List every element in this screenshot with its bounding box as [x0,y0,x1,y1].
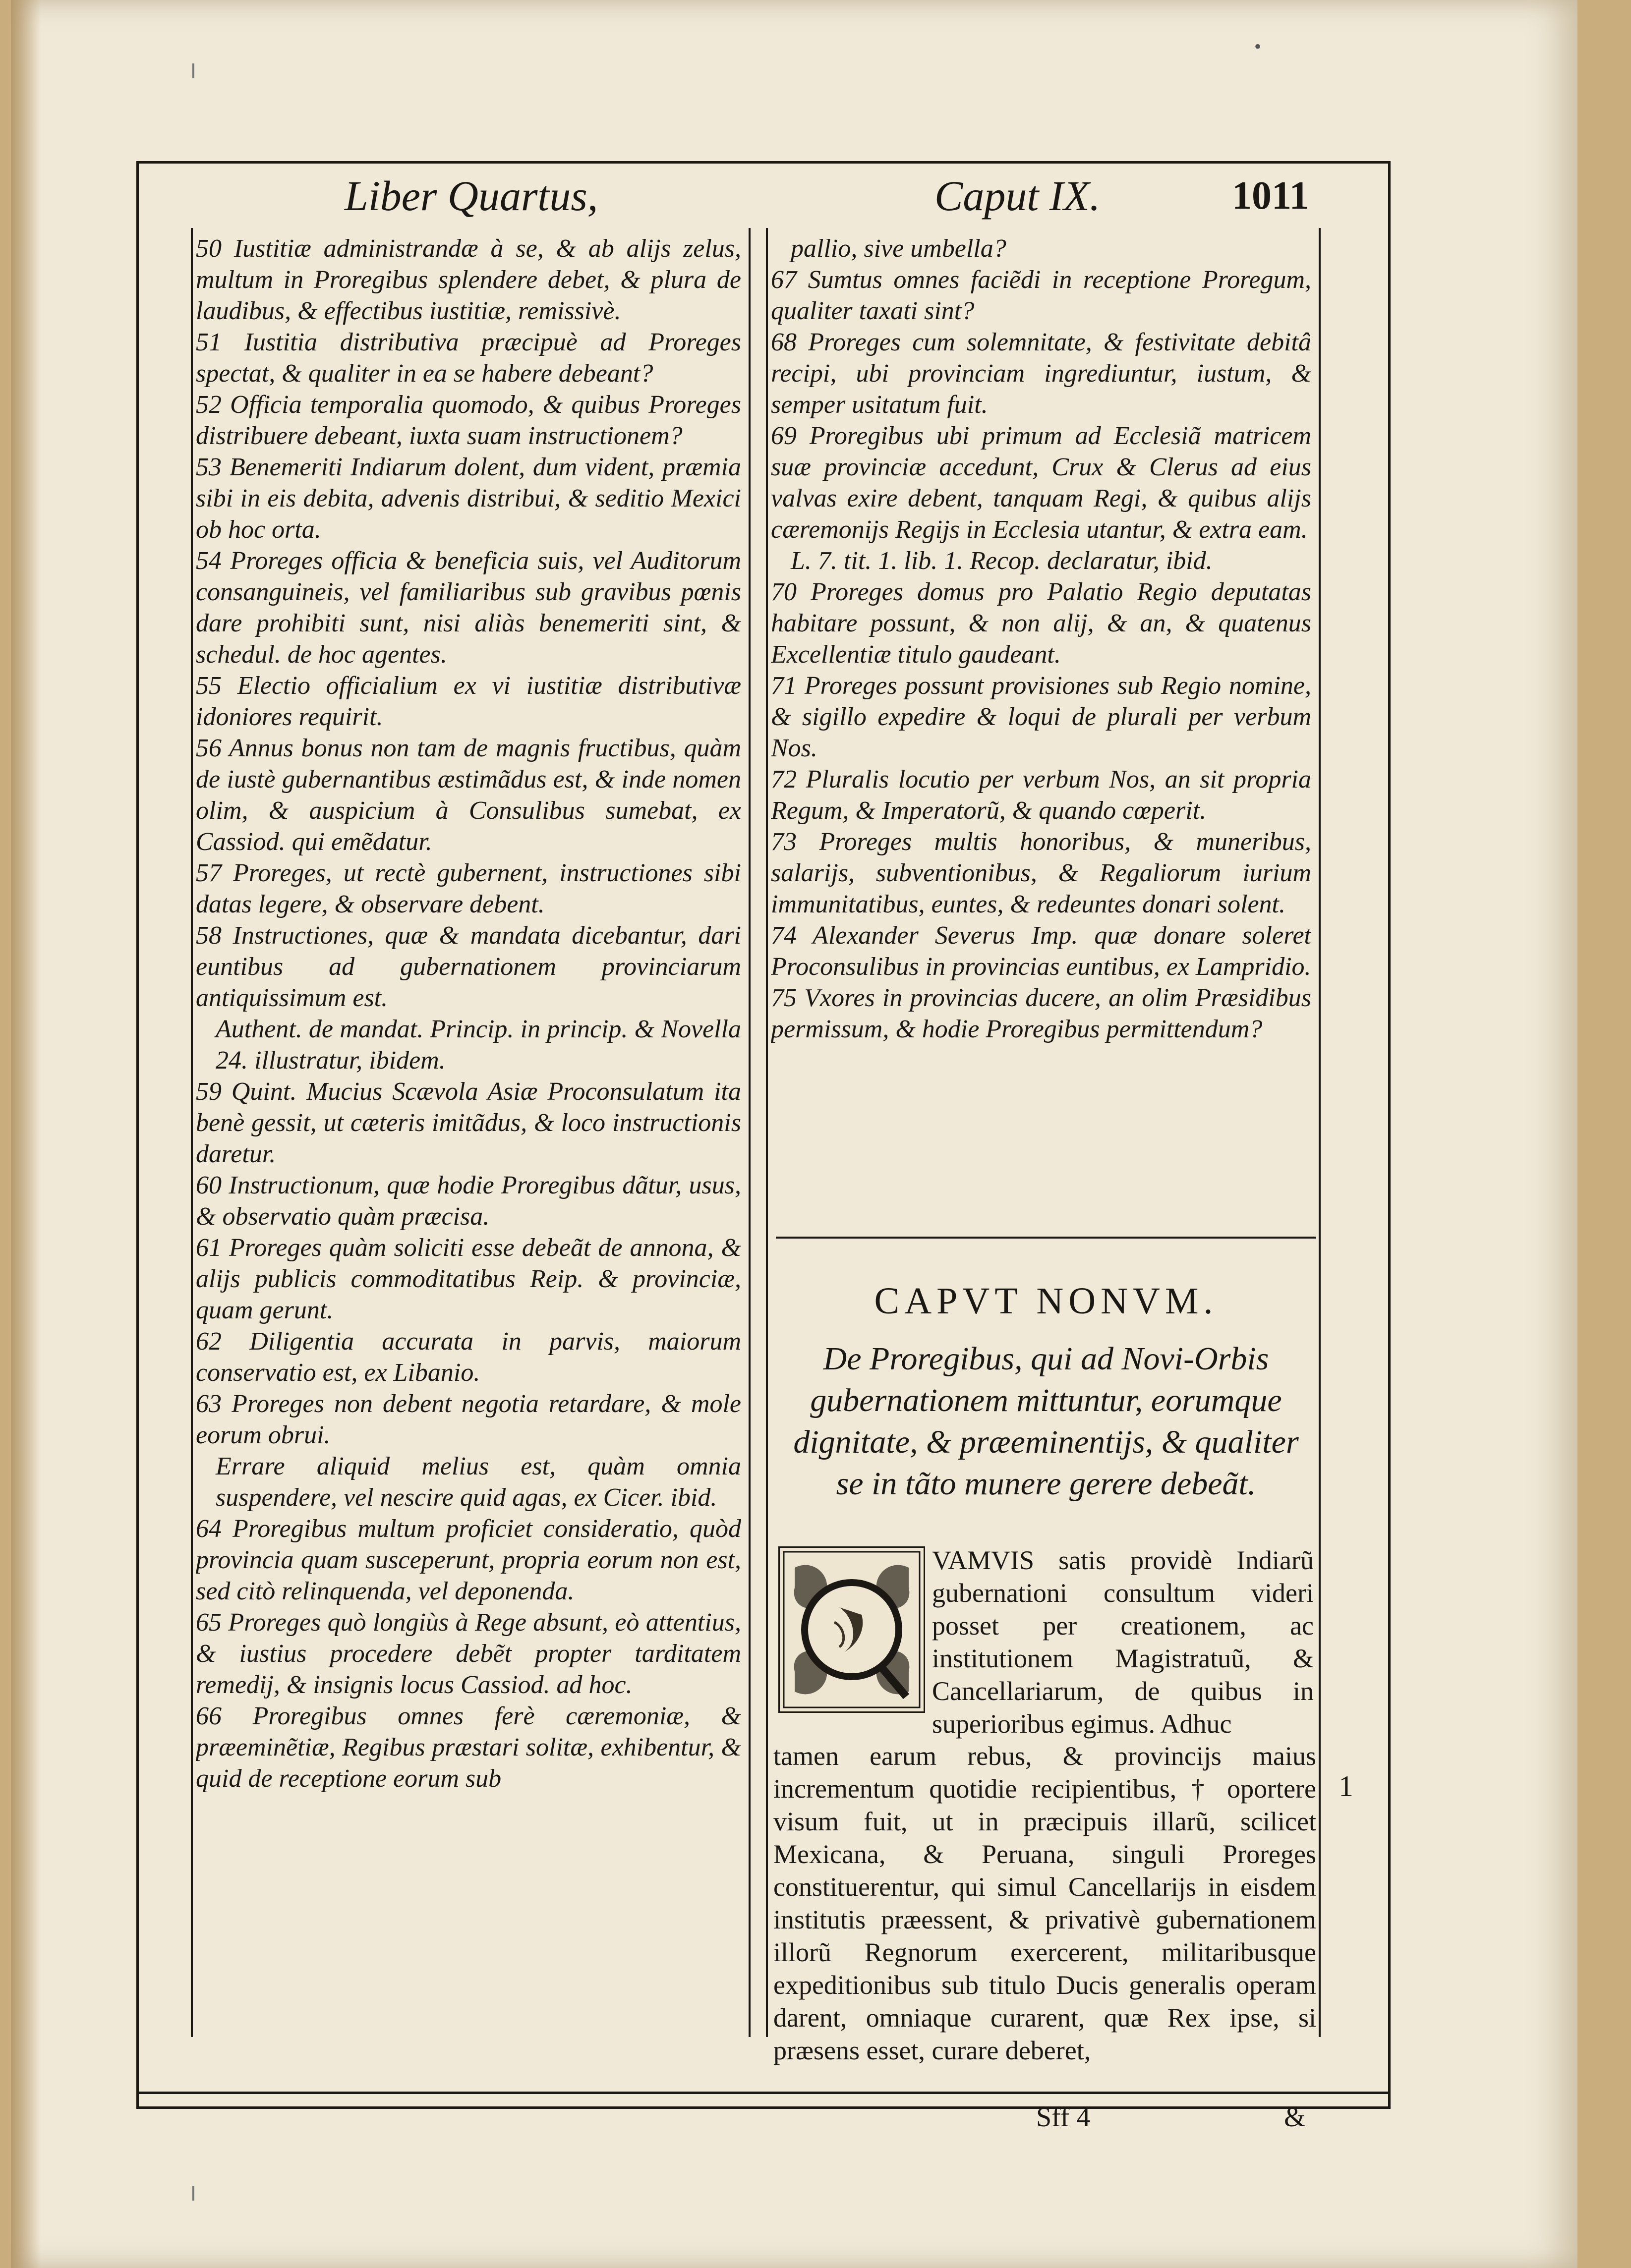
entry-text: Alexander Severus Imp. quæ donare soleret Proconsulibus in provincias euntibus, ex Lampridio. [771,921,1311,981]
entry-number: 75 [771,984,797,1012]
entry-text: Sumtus omnes faciẽdi in receptione Proregum, qualiter taxati sint? [771,266,1311,325]
entry-text: Proreges officia & beneficia suis, vel Auditorum consanguineis, vel familiaribus sub gravibus pœnis dare prohibiti sunt, nisi aliàs benemeriti sint, & schedul. de hoc agentes. [196,547,741,669]
margin-note-marker: 1 [1339,1770,1353,1803]
summary-list-50-58 [196,233,741,1014]
entry-number: 66 [196,1702,222,1730]
summary-entry [196,1701,741,1794]
entry-text: Instructionum, quæ hodie Proregibus dãtur, usus, & observatio quàm præcisa. [196,1171,741,1231]
catchword: & [1284,2102,1306,2133]
entry-text: Proreges domus pro Palatio Regio deputatas habitare possunt, & non alij, & an, & quatenus Excellentiæ titulo gaudeant. [771,578,1311,669]
entry-number: 52 [196,391,222,419]
entry-number: 63 [196,1390,222,1418]
summary-entry [196,545,741,670]
entry-number: 72 [771,765,797,794]
entry-text: Proreges quò longiùs à Rege absunt, eò attentius, & iustius procedere debẽt propter tarditatem remedij, & insignis locus Cassiod. ad hoc. [196,1608,741,1699]
entry-text: Proreges quàm soliciti esse debeãt de annona, & alijs publicis commoditatibus Reip. & provinciæ, quam gerunt. [196,1234,741,1324]
entry-number: 55 [196,672,222,700]
entry-text: Proreges non debent negotia retardare, & mole eorum obrui. [196,1390,741,1449]
summary-entry [771,826,1311,920]
entry-number: 50 [196,234,222,263]
summary-entry [771,764,1311,826]
left-column-rule [191,228,193,2037]
summary-entry [771,576,1311,670]
summary-note-authent: Authent. de mandat. Princip. in princip. & Novella 24. illustratur, ibidem. [216,1015,741,1075]
entry-number: 64 [196,1515,222,1543]
entry-number: 60 [196,1171,222,1199]
chapter-opening-text: VAMVIS satis providè Indiarũ gubernationi consultum videri posset per creationem, ac institutionem Magistratuũ, & Cancellariarum, de quibus in superioribus egimus. Adhuc [932,1545,1314,1739]
entry-number: 67 [771,266,797,294]
entry-number: 57 [196,859,222,887]
summary-entry [196,670,741,733]
entry-number: 56 [196,734,222,762]
summary-note-errare: Errare aliquid melius est, quàm omnia suspendere, vel nescire quid agas, ex Cicer. ibid. [216,1452,741,1512]
summary-entry [196,327,741,389]
entry-number: 71 [771,672,797,700]
summary-entry [771,920,1311,982]
summary-entry [196,1232,741,1326]
entry-text: Proreges possunt provisiones sub Regio nomine, & sigillo expedire & loqui de plurali per verbum Nos. [771,672,1311,762]
summary-entry [771,264,1311,327]
entry-number: 65 [196,1608,222,1637]
summary-entry [196,920,741,1014]
entry-number: 73 [771,828,797,856]
summary-entry [771,420,1311,545]
summary-entry [771,982,1311,1045]
running-head [136,161,1391,226]
entry-number: 59 [196,1077,222,1106]
entry-number: 51 [196,328,222,356]
summary-note-recop: L. 7. tit. 1. lib. 1. Recop. declaratur, ibid. [791,547,1213,575]
entry-text: Proregibus omnes ferè cæremoniæ, & præeminẽtiæ, Regibus præstari solitæ, exhibentur, & quid de receptione eorum sub [196,1702,741,1793]
summary-list-64-66 [196,1513,741,1794]
middle-rule-a [749,228,751,2037]
summary-entry [196,857,741,920]
entry-text: Quint. Mucius Scævola Asiæ Proconsulatum ita benè gessit, ut cæteris imitãdus, & loco instructionis daretur. [196,1077,741,1168]
page-number: 1011 [1232,174,1309,218]
summary-entry [771,327,1311,420]
entry-text: Diligentia accurata in parvis, maiorum conservatio est, ex Libanio. [196,1327,741,1387]
summary-continuation: pallio, sive umbella? [791,234,1006,263]
entry-number: 68 [771,328,797,356]
summary-entry [196,389,741,452]
summary-entry [196,733,741,857]
summary-entry [196,452,741,545]
summary-list-67-69 [771,264,1311,545]
summary-list-59-63 [196,1076,741,1451]
chapter-body-text: tamen earum rebus, & provincijs maius incrementum quotidie recipientibus, † oportere visum fuit, ut in præcipuis illarũ, scilicet Mexicana, & Peruana, singuli Proreges constituerentur, qui simul Cancellarijs in eisdem institutis præessent, & privativè gubernationem illorũ Regnorum exercerent, militaribusque expeditionibus sub titulo Ducis generalis operam darent, omniaque curarent, quæ Rex ipse, si præsens esset, curare deberet, [773,1741,1316,2065]
summary-entry [196,1326,741,1388]
signature-mark: Sff 4 [1036,2102,1091,2133]
chapter-subtitle: De Proregibus, qui ad Novi-Orbis gubernationem mittuntur, eorumque dignitate, & præeminentijs, & qualiter se in tãto munere gerere debeãt. [793,1341,1299,1502]
left-column-summary [196,233,741,2057]
summary-entry [771,670,1311,764]
entry-number: 69 [771,422,797,450]
summary-list-70-75 [771,576,1311,1045]
entry-text: Proregibus multum proficiet consideratio, quòd provincia quam susceperunt, propria eorum non est, sed citò relinquenda, vel deponenda. [196,1515,741,1605]
summary-entry [196,1513,741,1607]
entry-text: Proregibus ubi primum ad Ecclesiã matricem suæ provinciæ accedunt, Crux & Clerus ad eius valvas exire debent, tanquam Regi, & quibus alijs cæremonijs Regijs in Ecclesia utantur, & extra eam. [771,422,1311,544]
entry-number: 54 [196,547,222,575]
right-column-rule [1319,228,1321,2037]
summary-entry [196,1388,741,1451]
entry-text: Proreges multis honoribus, & muneribus, salarijs, subventionibus, & Regaliorum iurium immunitatibus, euntes, & redeuntes donari solent. [771,828,1311,918]
entry-text: Vxores in provincias ducere, an olim Præsidibus permissum, & hodie Proregibus permittendum? [771,984,1311,1043]
entry-number: 74 [771,921,797,950]
running-head-center: Caput IX. [934,172,1101,220]
corner-mark: • [1254,35,1262,57]
entry-text: Annus bonus non tam de magnis fructibus, quàm de iustè gubernantibus æstimãdus est, & inde nomen olim, & auspicium à Consulibus sumebat, ex Cassiod. qui emẽdatur. [196,734,741,856]
entry-text: Proreges, ut rectè gubernent, instructiones sibi datas legere, & observare debent. [196,859,741,918]
entry-number: 62 [196,1327,222,1356]
entry-number: 61 [196,1234,222,1262]
running-head-left: Liber Quartus, [345,172,598,220]
summary-entry [196,1076,741,1170]
summary-entry [196,1607,741,1701]
ruler-tick [192,63,194,78]
bottom-rule [136,2092,1391,2094]
entry-text: Electio officialium ex vi iustitiæ distributivæ idoniores requirit. [196,672,741,731]
middle-rule-b [766,228,768,2037]
entry-text: Benemeriti Indiarum dolent, dum vident, præmia sibi in eis debita, advenis distribui, & seditio Mexici ob hoc orta. [196,453,741,544]
entry-text: Instructiones, quæ & mandata dicebantur, dari euntibus ad gubernationem provinciarum antiquissimum est. [196,921,741,1012]
summary-entry [196,1170,741,1232]
entry-text: Officia temporalia quomodo, & quibus Proreges distribuere debeant, iuxta suam instructionem? [196,391,741,450]
chapter-title: CAPVT NONVM. [874,1280,1218,1322]
decorated-initial-Q-icon [778,1546,925,1713]
page-spine-shadow [11,0,41,2268]
chapter-separator-rule [776,1237,1316,1239]
entry-text: Proreges cum solemnitate, & festivitate debitâ recipi, ubi provinciam ingrediuntur, iustum, & semper usitatum fuit. [771,328,1311,419]
entry-number: 53 [196,453,222,481]
entry-number: 58 [196,921,222,950]
entry-text: Iustitia distributiva præcipuè ad Proreges spectat, & qualiter in ea se habere debeant? [196,328,741,388]
entry-number: 70 [771,578,797,606]
entry-text: Pluralis locutio per verbum Nos, an sit propria Regum, & Imperatorũ, & quando cœperit. [771,765,1311,825]
entry-text: Iustitiæ administrandæ à se, & ab alijs zelus, multum in Proregibus splendere debet, & plura de laudibus, & effectibus iustitiæ, remissivè. [196,234,741,325]
ruler-tick [192,2186,194,2201]
summary-entry [196,233,741,327]
